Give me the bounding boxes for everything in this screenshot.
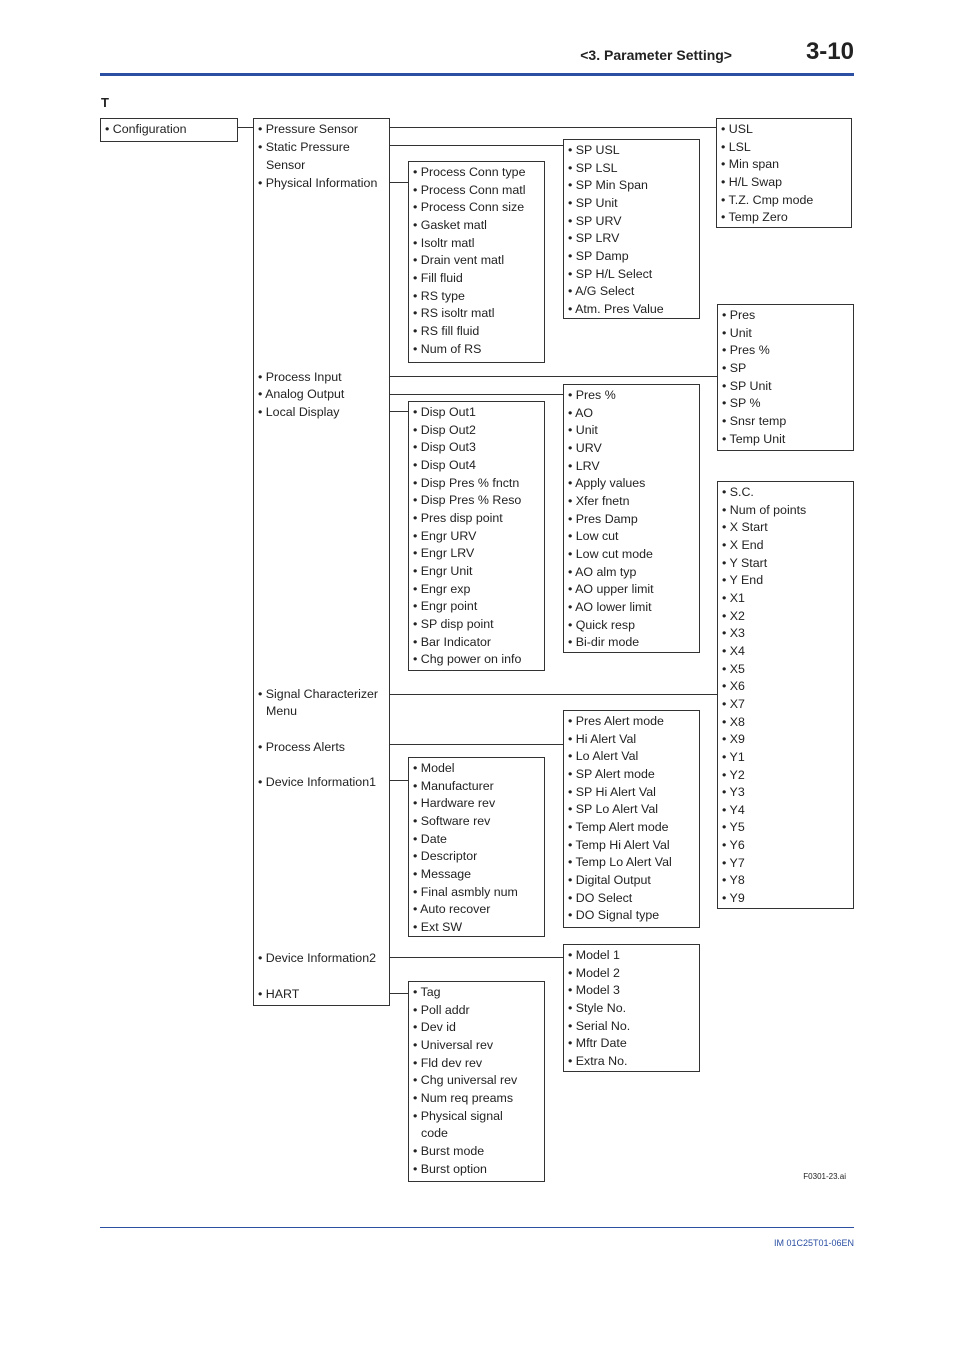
connector <box>389 394 563 395</box>
static-pressure-box <box>563 139 700 319</box>
list-item: • Serial No. <box>568 1018 631 1033</box>
list-item: • X9 <box>722 732 745 747</box>
list-item: • LSL <box>721 139 751 154</box>
list-item: • AO alm typ <box>568 564 637 579</box>
list-item: • Y Start <box>722 555 768 570</box>
list-item: • X4 <box>722 643 745 658</box>
list-item-wrap: code <box>421 1126 448 1141</box>
list-item: • Descriptor <box>413 849 478 864</box>
analog-output-box <box>563 384 700 653</box>
header-rule <box>100 73 854 76</box>
list-item: • X1 <box>722 590 745 605</box>
list-item: • Disp Out1 <box>413 405 476 419</box>
connector <box>389 127 716 128</box>
list-item: • Unit <box>568 423 598 438</box>
list-item: • DO Signal type <box>568 908 660 923</box>
list-item: • Final asmbly num <box>413 884 518 899</box>
list-item: • Pres <box>722 308 756 322</box>
list-item: • Model 2 <box>568 965 620 980</box>
list-item: • Process Conn type <box>413 165 526 179</box>
list-item: • Manufacturer <box>413 778 494 793</box>
list-item: • Chg power on info <box>413 652 522 667</box>
list-item: • Num req preams <box>413 1090 514 1105</box>
list-item: • Num of points <box>722 502 807 517</box>
list-item: • Disp Pres % Reso <box>413 493 522 508</box>
list-item: • Disp Out2 <box>413 422 476 437</box>
connector <box>389 145 563 146</box>
list-item: • X7 <box>722 696 745 711</box>
list-item: • Ext SW <box>413 919 463 934</box>
menu-signal-characterizer: • Signal Characterizer <box>258 687 379 701</box>
list-item: • SP <box>722 360 747 375</box>
list-item: • Style No. <box>568 1000 627 1015</box>
list-item: • A/G Select <box>568 284 635 299</box>
list-item: • Engr LRV <box>413 546 475 561</box>
list-item: • Tag <box>413 985 441 999</box>
list-item: • SP LRV <box>568 231 620 246</box>
list-item: • S.C. <box>722 485 754 499</box>
list-item: • Fld dev rev <box>413 1055 483 1070</box>
configuration-box <box>100 118 238 142</box>
list-item: • Min span <box>721 157 780 172</box>
list-item: • X2 <box>722 608 745 623</box>
list-item: • SP Alert mode <box>568 766 655 781</box>
list-item: • Physical signal <box>413 1108 503 1123</box>
list-item: • Pres Alert mode <box>568 714 664 728</box>
list-item: • SP Damp <box>568 248 629 263</box>
list-item: • USL <box>721 122 753 136</box>
list-item: • Y3 <box>722 785 745 800</box>
list-item: • Hardware rev <box>413 796 496 811</box>
list-item: • Burst option <box>413 1161 487 1176</box>
list-item: • Y7 <box>722 855 745 870</box>
list-item: • Model <box>413 761 455 775</box>
list-item: • DO Select <box>568 890 633 905</box>
menu-static-pressure-wrap: Sensor <box>266 158 306 172</box>
list-item: • Atm. Pres Value <box>568 301 664 316</box>
list-item: • Pres disp point <box>413 510 503 525</box>
list-item: • X Start <box>722 520 768 535</box>
local-display-box <box>408 401 545 671</box>
list-item: • H/L Swap <box>721 174 783 189</box>
list-item: • Unit <box>722 325 752 340</box>
connector <box>389 744 563 745</box>
list-item: • AO upper limit <box>568 582 654 597</box>
list-item: • Fill fluid <box>413 270 463 285</box>
list-item: • SP Lo Alert Val <box>568 802 658 817</box>
list-item: • Auto recover <box>413 902 491 917</box>
physical-information-box <box>408 161 545 363</box>
signal-characterizer-box <box>717 481 854 909</box>
list-item: • Num of RS <box>413 341 482 356</box>
list-item: • Temp Lo Alert Val <box>568 855 672 870</box>
list-item: • X8 <box>722 714 745 729</box>
connector <box>237 127 253 128</box>
list-item: • RS type <box>413 288 465 303</box>
list-item: • X5 <box>722 661 745 676</box>
list-item: • Engr point <box>413 599 478 614</box>
list-item: • Model 3 <box>568 983 620 998</box>
list-item: • X End <box>722 537 764 552</box>
menu-pressure-sensor: • Pressure Sensor <box>258 122 359 136</box>
list-item: • Bi-dir mode <box>568 635 640 650</box>
menu-signal-characterizer-wrap: Menu <box>266 704 297 718</box>
device-information1-box <box>408 757 545 937</box>
menu-physical-information: • Physical Information <box>258 176 378 190</box>
list-item: • Temp Unit <box>722 431 786 446</box>
list-item: • SP Hi Alert Val <box>568 784 656 799</box>
list-item: • Date <box>413 831 447 846</box>
list-item: • Y End <box>722 573 764 588</box>
connector <box>389 993 408 994</box>
list-item: • Process Conn matl <box>413 182 526 197</box>
document-id: IM 01C25T01-06EN <box>773 1238 854 1248</box>
section-title: <3. Parameter Setting> <box>580 47 732 63</box>
list-item: • Hi Alert Val <box>568 731 637 746</box>
list-item: • Low cut mode <box>568 546 653 561</box>
list-item: • Bar Indicator <box>413 634 492 649</box>
menu-process-input: • Process Input <box>258 370 342 384</box>
list-item: • AO lower limit <box>568 599 652 614</box>
configuration-menu-box <box>253 118 390 1006</box>
process-alerts-box <box>563 710 700 928</box>
list-item: • Y9 <box>722 891 745 906</box>
list-item: • Drain vent matl <box>413 253 505 268</box>
list-item: • Extra No. <box>568 1053 628 1068</box>
list-item: • Message <box>413 866 472 881</box>
list-item: • Y5 <box>722 820 745 835</box>
process-input-box <box>717 304 854 451</box>
list-item: • SP URV <box>568 213 622 228</box>
list-item: • Disp Pres % fnctn <box>413 475 520 490</box>
list-item: • Universal rev <box>413 1037 494 1052</box>
menu-static-pressure: • Static Pressure <box>258 140 350 154</box>
list-item: • SP % <box>722 396 761 411</box>
list-item: • Engr Unit <box>413 563 473 578</box>
list-item: • SP LSL <box>568 160 618 175</box>
list-item: • SP Unit <box>568 195 618 210</box>
footer-rule <box>100 1227 854 1228</box>
list-item: • SP Unit <box>722 378 772 393</box>
list-item: • Y6 <box>722 838 745 853</box>
list-item: • Low cut <box>568 529 619 544</box>
list-item: • Digital Output <box>568 872 651 887</box>
list-item: • Apply values <box>568 476 646 491</box>
list-item: • Y1 <box>722 749 745 764</box>
list-item: • Mftr Date <box>568 1036 627 1051</box>
list-item: • Y4 <box>722 802 745 817</box>
list-item: • Quick resp <box>568 617 635 632</box>
list-item: • Pres Damp <box>568 511 638 526</box>
connector <box>389 957 563 958</box>
list-item: • Process Conn size <box>413 200 525 215</box>
list-item: • Snsr temp <box>722 413 787 428</box>
list-item: • Lo Alert Val <box>568 749 639 764</box>
configuration-label: • Configuration <box>105 122 187 136</box>
figure-id: F0301-23.ai <box>803 1172 846 1181</box>
list-item: • SP disp point <box>413 616 494 631</box>
hart-box <box>408 981 545 1182</box>
connector <box>389 182 408 183</box>
list-item: • X6 <box>722 679 745 694</box>
connector <box>389 780 408 781</box>
list-item: • RS fill fluid <box>413 323 480 338</box>
list-item: • Dev id <box>413 1020 456 1035</box>
page-number: 3-10 <box>805 38 854 65</box>
list-item: • Gasket matl <box>413 217 487 232</box>
list-item: • Chg universal rev <box>413 1073 518 1088</box>
list-item: • LRV <box>568 458 600 473</box>
list-item: • Engr exp <box>413 581 471 596</box>
pressure-sensor-box <box>716 118 852 228</box>
list-item: • Disp Out4 <box>413 457 476 472</box>
list-item: • Engr URV <box>413 528 477 543</box>
list-item: • Software rev <box>413 813 491 828</box>
menu-device-information2: • Device Information2 <box>258 951 376 965</box>
list-item: • Y8 <box>722 873 745 888</box>
menu-hart: • HART <box>258 987 300 1001</box>
menu-local-display: • Local Display <box>258 405 340 419</box>
list-item: • Burst mode <box>413 1143 485 1158</box>
list-item: • Poll addr <box>413 1002 470 1017</box>
list-item: • URV <box>568 440 602 455</box>
connector <box>389 376 717 377</box>
list-item: • Pres % <box>568 388 616 402</box>
connector <box>389 411 408 412</box>
list-item: • RS isoltr matl <box>413 306 495 321</box>
list-item: • X3 <box>722 626 745 641</box>
list-item: • Disp Out3 <box>413 440 476 455</box>
list-item: • AO <box>568 405 593 420</box>
list-item: • SP USL <box>568 143 620 157</box>
list-item: • Temp Hi Alert Val <box>568 837 670 852</box>
list-item: • Model 1 <box>568 948 620 962</box>
list-item: • Xfer fnetn <box>568 493 630 508</box>
menu-process-alerts: • Process Alerts <box>258 740 345 754</box>
list-item: • Isoltr matl <box>413 235 475 250</box>
figure-letter: T <box>101 95 109 110</box>
list-item: • T.Z. Cmp mode <box>721 192 814 207</box>
list-item: • Pres % <box>722 343 770 358</box>
list-item: • SP Min Span <box>568 178 648 193</box>
menu-analog-output: • Analog Output <box>258 387 345 401</box>
device-information2-box <box>563 944 700 1072</box>
connector <box>389 694 717 695</box>
list-item: • Temp Alert mode <box>568 819 669 834</box>
list-item: • Y2 <box>722 767 745 782</box>
list-item: • SP H/L Select <box>568 266 653 281</box>
list-item: • Temp Zero <box>721 210 788 225</box>
menu-device-information1: • Device Information1 <box>258 775 376 789</box>
